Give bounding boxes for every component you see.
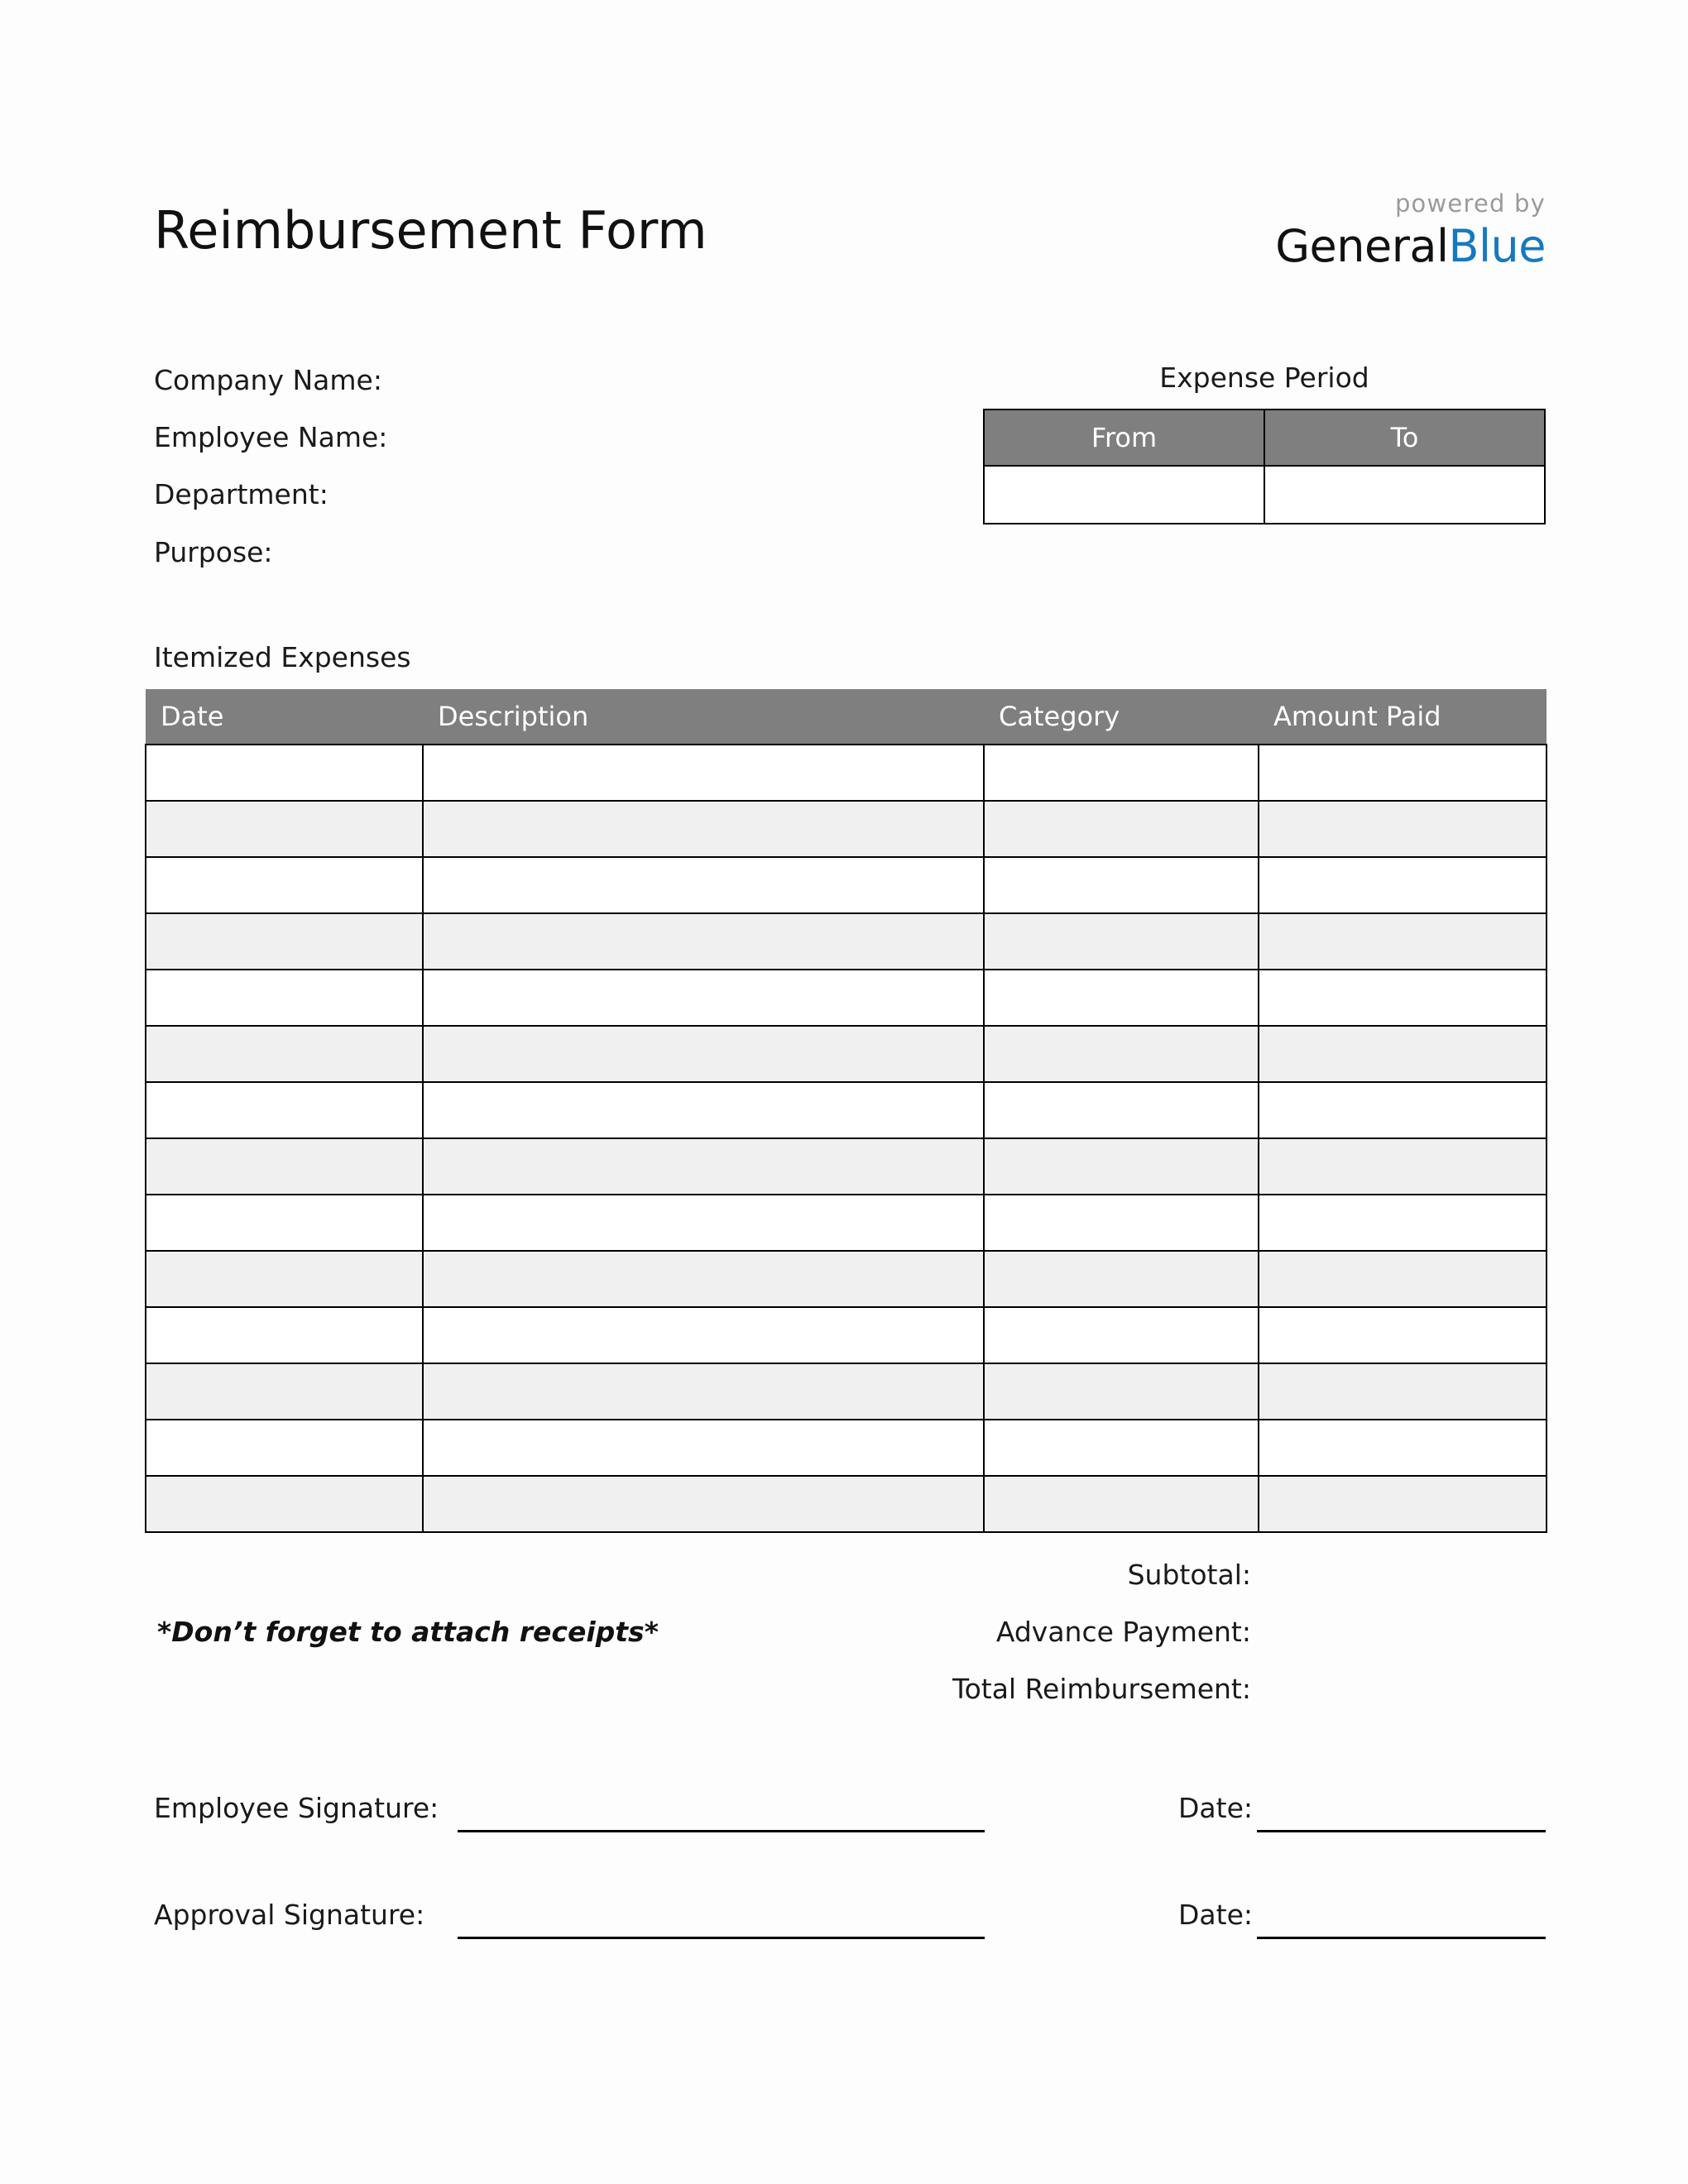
cell-category[interactable] xyxy=(984,1307,1259,1363)
cell-date[interactable] xyxy=(146,1195,423,1251)
expense-period-table xyxy=(983,409,1546,524)
cell-amount-paid[interactable] xyxy=(1259,1363,1547,1420)
cell-amount-paid[interactable] xyxy=(1259,1195,1547,1251)
cell-description[interactable] xyxy=(423,1138,984,1195)
expense-period-title: Expense Period xyxy=(1159,362,1369,394)
cell-description[interactable] xyxy=(423,1363,984,1420)
table-row xyxy=(146,857,1547,913)
cell-category[interactable] xyxy=(984,1420,1259,1476)
powered-by-label: powered by xyxy=(1394,189,1546,218)
table-row xyxy=(146,1420,1547,1476)
table-row xyxy=(146,1138,1547,1195)
table-row xyxy=(146,1082,1547,1138)
cell-date[interactable] xyxy=(146,970,423,1026)
cell-date[interactable] xyxy=(146,1307,423,1363)
brand-general-text: General xyxy=(1275,220,1449,272)
cell-description[interactable] xyxy=(423,1251,984,1307)
table-row xyxy=(146,745,1547,801)
table-row xyxy=(146,801,1547,857)
cell-description[interactable] xyxy=(423,1082,984,1138)
page-title: Reimbursement Form xyxy=(154,200,707,261)
expense-period-header-row xyxy=(984,410,1545,466)
cell-description[interactable] xyxy=(423,1195,984,1251)
total-reimbursement-label: Total Reimbursement: xyxy=(952,1673,1251,1705)
cell-date[interactable] xyxy=(146,1420,423,1476)
cell-amount-paid[interactable] xyxy=(1259,1082,1547,1138)
approval-date-line[interactable] xyxy=(1257,1937,1546,1939)
purpose-label: Purpose: xyxy=(154,536,273,568)
cell-amount-paid[interactable] xyxy=(1259,1138,1547,1195)
attach-receipts-note: *Don’t forget to attach receipts* xyxy=(157,1616,659,1648)
table-row xyxy=(146,913,1547,970)
cell-amount-paid[interactable] xyxy=(1259,801,1547,857)
company-name-label: Company Name: xyxy=(154,364,382,396)
cell-category[interactable] xyxy=(984,1476,1259,1532)
cell-category[interactable] xyxy=(984,1138,1259,1195)
table-row xyxy=(146,1307,1547,1363)
department-label: Department: xyxy=(154,478,328,510)
generalblue-logo xyxy=(1275,189,1546,272)
brand-blue-text: Blue xyxy=(1448,220,1546,272)
itemized-body xyxy=(146,745,1547,1532)
cell-description[interactable] xyxy=(423,1476,984,1532)
cell-category[interactable] xyxy=(984,1195,1259,1251)
expense-period-value-row xyxy=(984,466,1545,524)
cell-description[interactable] xyxy=(423,857,984,913)
cell-description[interactable] xyxy=(423,913,984,970)
cell-description[interactable] xyxy=(423,1026,984,1082)
subtotal-label: Subtotal: xyxy=(1127,1559,1251,1591)
cell-category[interactable] xyxy=(984,1251,1259,1307)
cell-category[interactable] xyxy=(984,1082,1259,1138)
cell-category[interactable] xyxy=(984,801,1259,857)
expense-period-from-input[interactable] xyxy=(984,466,1264,524)
employee-date-line[interactable] xyxy=(1257,1830,1546,1832)
itemized-expenses-table xyxy=(145,689,1547,1533)
cell-description[interactable] xyxy=(423,970,984,1026)
cell-amount-paid[interactable] xyxy=(1259,1307,1547,1363)
cell-description[interactable] xyxy=(423,801,984,857)
cell-date[interactable] xyxy=(146,1026,423,1082)
cell-description[interactable] xyxy=(423,1307,984,1363)
cell-description[interactable] xyxy=(423,1420,984,1476)
cell-category[interactable] xyxy=(984,745,1259,801)
cell-date[interactable] xyxy=(146,1476,423,1532)
cell-category[interactable] xyxy=(984,913,1259,970)
approval-date-label: Date: xyxy=(1178,1899,1253,1931)
brand-wordmark xyxy=(1275,220,1546,272)
expense-period-to-header: To xyxy=(1264,410,1545,466)
cell-amount-paid[interactable] xyxy=(1259,1476,1547,1532)
cell-category[interactable] xyxy=(984,970,1259,1026)
cell-amount-paid[interactable] xyxy=(1259,857,1547,913)
cell-description[interactable] xyxy=(423,745,984,801)
cell-date[interactable] xyxy=(146,1363,423,1420)
cell-amount-paid[interactable] xyxy=(1259,1026,1547,1082)
approval-signature-label: Approval Signature: xyxy=(154,1899,425,1931)
employee-signature-label: Employee Signature: xyxy=(154,1792,439,1824)
cell-date[interactable] xyxy=(146,857,423,913)
table-row xyxy=(146,1026,1547,1082)
approval-signature-line[interactable] xyxy=(458,1937,985,1939)
expense-period-from-header: From xyxy=(984,410,1264,466)
column-header-amount-paid: Amount Paid xyxy=(1259,689,1547,745)
cell-category[interactable] xyxy=(984,857,1259,913)
employee-signature-line[interactable] xyxy=(458,1830,985,1832)
cell-amount-paid[interactable] xyxy=(1259,970,1547,1026)
employee-name-label: Employee Name: xyxy=(154,421,388,453)
itemized-expenses-title: Itemized Expenses xyxy=(154,641,411,673)
table-row xyxy=(146,970,1547,1026)
column-header-description: Description xyxy=(423,689,984,745)
cell-category[interactable] xyxy=(984,1363,1259,1420)
cell-amount-paid[interactable] xyxy=(1259,1251,1547,1307)
table-row xyxy=(146,1363,1547,1420)
advance-payment-label: Advance Payment: xyxy=(995,1616,1251,1648)
cell-date[interactable] xyxy=(146,801,423,857)
cell-date[interactable] xyxy=(146,745,423,801)
column-header-category: Category xyxy=(984,689,1259,745)
table-row xyxy=(146,1476,1547,1532)
cell-category[interactable] xyxy=(984,1026,1259,1082)
cell-date[interactable] xyxy=(146,1251,423,1307)
table-row xyxy=(146,1195,1547,1251)
cell-date[interactable] xyxy=(146,1082,423,1138)
cell-amount-paid[interactable] xyxy=(1259,1420,1547,1476)
cell-amount-paid[interactable] xyxy=(1259,913,1547,970)
column-header-date: Date xyxy=(146,689,423,745)
expense-period-to-input[interactable] xyxy=(1264,466,1545,524)
itemized-header-row xyxy=(146,689,1547,745)
cell-amount-paid[interactable] xyxy=(1259,745,1547,801)
cell-date[interactable] xyxy=(146,913,423,970)
table-row xyxy=(146,1251,1547,1307)
cell-date[interactable] xyxy=(146,1138,423,1195)
employee-date-label: Date: xyxy=(1178,1792,1253,1824)
